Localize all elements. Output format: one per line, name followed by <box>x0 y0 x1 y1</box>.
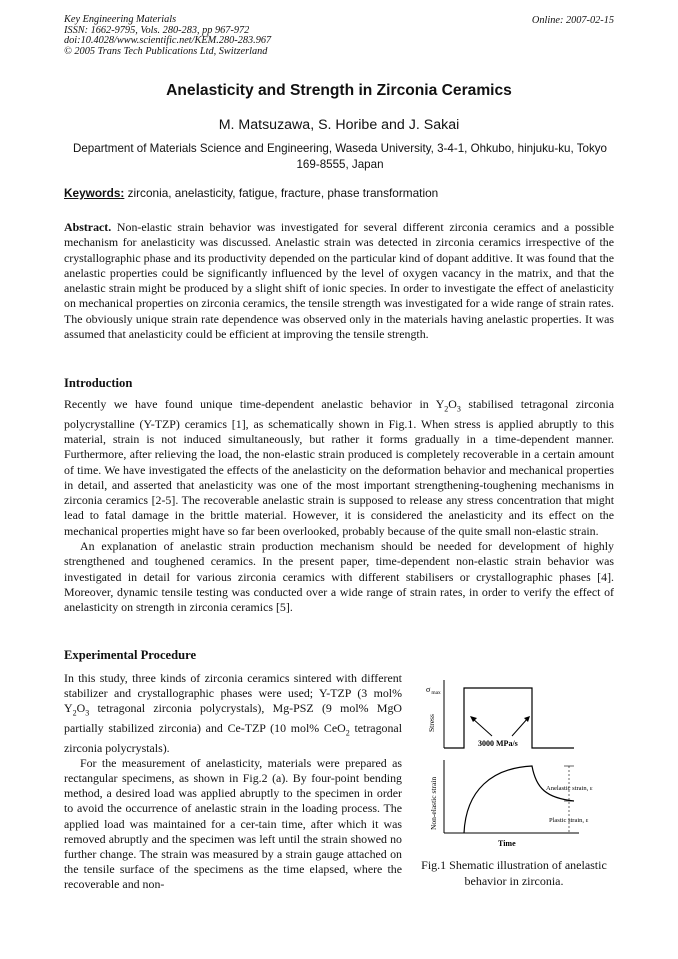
intro-text: stabilised tetragonal zirconia polycrystalline (Y-TZP) ceramics [1], as schematically shown in Fig.1. When stress is applied abruptly to this material, strain is not induced simultaneously, but rather it forms gradually in a time-dependent manner. Furthermore, after relieving the load, the non-elastic strain produced is completely recoverable in a certain amount of time. We have investigated the effects of the anelasticity on the deformation behavior and mechanical properties in detail, and asserted that anelasticity was one of the most important strengthening-toughening mechanisms in zirconia ceramics [2-5]. The recoverable anelastic strain is supposed to release any stress concentration that might lead to fatal damage in the brittle material. However, it is considered the anelasticity and its effect on the mechanical properties might have so far been overlooked, probably because of the quite small non-elastic strain. <box>64 397 614 538</box>
exp-text: In this study, three kinds of zirconia ceramics sintered with different stabilizer and crystallographic phases were used; Y-TZP (3 mol% Y <box>64 671 402 716</box>
introduction-body <box>64 397 614 616</box>
online-date: Online: 2007-02-15 <box>531 15 614 26</box>
keywords: Keywords: zirconia, anelasticity, fatigue, fracture, phase transformation <box>64 186 439 200</box>
subscript: 2 <box>444 404 449 414</box>
arrow-right <box>512 718 528 736</box>
copyright: © 2005 Trans Tech Publications Ltd, Switzerland <box>64 45 268 57</box>
figure-1-caption: Fig.1 Shematic illustration of anelastic behavior in zirconia. <box>421 858 607 888</box>
introduction-heading: Introduction <box>64 376 133 390</box>
keywords-text: zirconia, anelasticity, fatigue, fracture, phase transformation <box>124 186 439 200</box>
affiliation: Department of Materials Science and Engineering, Waseda University, 3-4-1, Ohkubo, hinjuku-ku, Tokyo 169-8555, Japan <box>72 142 607 171</box>
subscript: 2 <box>72 708 77 718</box>
sigma-label: $\sigma_{max}$ <box>426 685 441 696</box>
exp-text: tetragonal zirconia polycrystals). <box>64 720 403 755</box>
plastic-label: Plastic strain, ε <box>549 817 589 824</box>
experimental-body <box>64 671 402 893</box>
journal-name: Key Engineering Materials <box>64 14 177 25</box>
stress-axis-label: Stress <box>427 714 436 732</box>
subscript: 2 <box>345 728 350 738</box>
keywords-label: Keywords <box>64 186 121 200</box>
strain-axis-label: Non-elastic strain <box>429 776 438 830</box>
intro-text: Recently we have found unique time-dependent anelastic behavior in Y <box>64 397 445 411</box>
intro-text: O <box>448 397 457 411</box>
paper-title: Anelasticity and Strength in Zirconia Ceramics <box>166 82 512 99</box>
doi: doi:10.4028/www.scientific.net/KEM.280-283.967 <box>64 35 272 47</box>
intro-paragraph-2: An explanation of anelastic strain production mechanism should be needed for development of highly strengthened and toughened ceramics. In the present paper, time-dependent non-elastic strain behavior was investigated in detail for various zirconia ceramics with different stabilisers or crystallographic phases [4]. Moreover, dynamic tensile testing was conducted over a wide range of strain rates, in order to verify the effect of anelasticity on strength in zirconia ceramics [5]. <box>64 539 614 615</box>
anelastic-label: Anelastic strain, ε <box>546 785 593 792</box>
exp-text: tetragonal zirconia polycrystals), Mg-PSZ (9 mol% MgO partially stabilized zirconia) and Ce-TZP (10 mol% CeO <box>64 701 402 735</box>
subscript: 3 <box>85 708 90 718</box>
issn: ISSN: 1662-9795, Vols. 280-283, pp 967-972 <box>64 24 250 36</box>
abstract-text: Non-elastic strain behavior was investigated for several different zirconia ceramics and a possible mechanism for anelasticity was discussed. Anelastic strain was detected in zirconia ceramics irrespective of the crystallographic phase and its productivity depended on the particular kind of dopant additive. It was found that the anelastic properties could be significantly influenced by the level of oxygen vacancy in the matrix, and that the anelastic strain might be produced by a slight shift of ionic species. In order to investigate the effect of anelasticity on mechanical properties on zirconia ceramics, the tensile strength was investigated for a wide range of strain rates. The obviously unique strain rate dependence was observed only in the materials having anelastic properties. It was assumed that anelasticity could be efficient at improving the tensile strength. <box>64 220 614 342</box>
abstract-label: Abstract. <box>64 220 112 234</box>
experimental-heading: Experimental Procedure <box>64 648 197 662</box>
journal-header <box>64 15 271 57</box>
exp-text: O <box>76 701 86 716</box>
experimental-paragraph-2: For the measurement of anelasticity, materials were prepared as rectangular specimens, as shown in Fig.2 (a). By four-point bending method, a desired load was applied abruptly to the specimen in order to avoid the occurrence of anelastic strain in the loading process. The applied load was maintained for a cer-tain time, after which it was removed abruptly and the specimen was left until the strain showed no further change. The strain was measured by a strain gauge attached on the tensile surface of the specimens as the time elapsed, where the recoverable and non- <box>64 755 402 892</box>
authors: M. Matsuzawa, S. Horibe and J. Sakai <box>218 117 460 133</box>
time-axis-label: Time <box>498 839 516 848</box>
abstract <box>64 220 614 342</box>
subscript: 3 <box>456 404 461 414</box>
arrow-left <box>472 718 492 736</box>
rate-label: 3000 MPa/s <box>478 739 518 748</box>
